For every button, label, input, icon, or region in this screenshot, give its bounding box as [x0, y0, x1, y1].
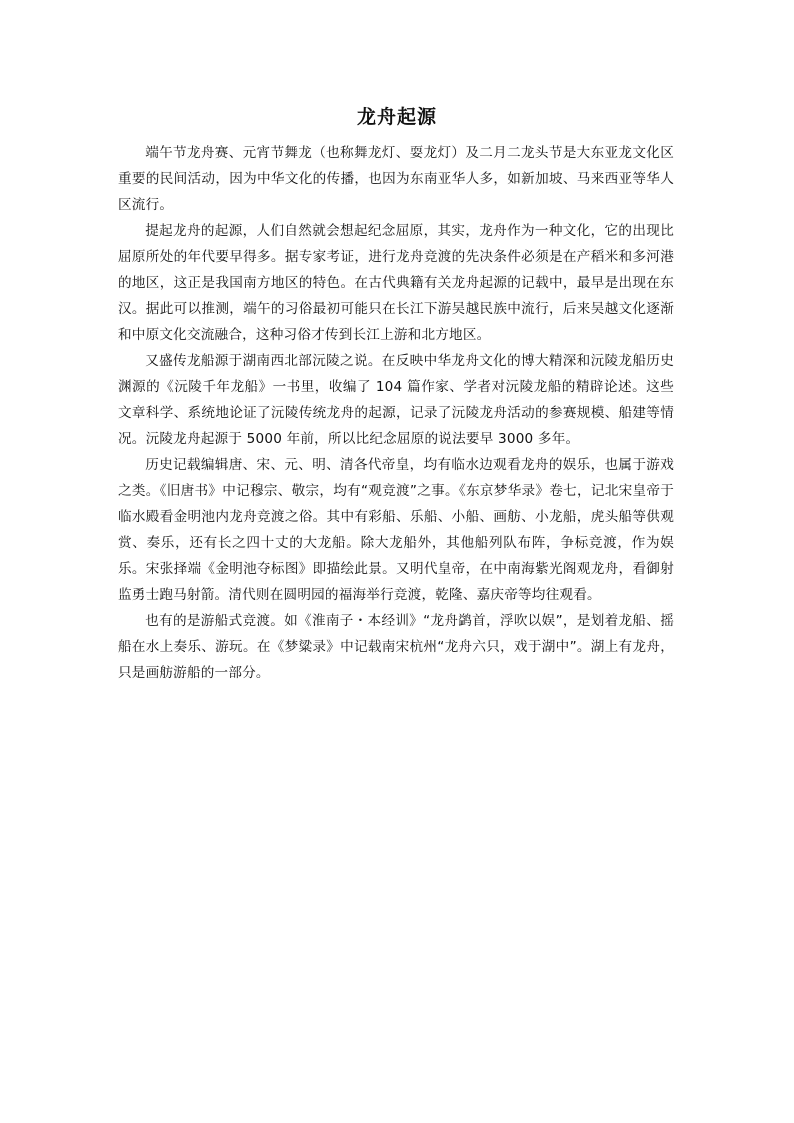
document-title: 龙舟起源	[356, 106, 437, 128]
paragraph-intro: 端午节龙舟赛、元宵节舞龙（也称舞龙灯、耍龙灯）及二月二龙头节是大东亚龙文化区重要的民间活动，因为中华文化的传播，也因为东南亚华人多，如新加坡、马来西亚等华人区流行。	[118, 145, 674, 213]
paragraph-origin: 提起龙舟的起源，人们自然就会想起纪念屈原，其实，龙舟作为一种文化，它的出现比屈原所处的年代要早得多。据专家考证，进行龙舟竞渡的先决条件必须是在产稻米和多河港的地区，这正是我国南方地区的特色。在古代典籍有关龙舟起源的记载中，最早是出现在东汉。据此可以推测，端午的习俗最初可能只在长江下游吴越民族中流行，后来吴越文化逐渐和中原文化交流融合，这种习俗才传到长江上游和北方地区。	[118, 223, 674, 343]
paragraph-history: 历史记载编辑唐、宋、元、明、清各代帝皇，均有临水边观看龙舟的娱乐，也属于游戏之类。《旧唐书》中记穆宗、敬宗，均有“观竞渡”之事。《东京梦华录》卷七，记北宋皇帝于临水殿看金明池内龙舟竞渡之俗。其中有彩船、乐船、小船、画舫、小龙船，虎头船等供观赏、奏乐，还有长之四十丈的大龙船。除大龙船外，其他船列队布阵，争标竞渡，作为娱乐。宋张择端《金明池夺标图》即描绘此景。又明代皇帝，在中南海紫光阁观龙舟，看御射监勇士跑马射箭。清代则在圆明园的福海举行竞渡，乾隆、嘉庆帝等均往观看。	[118, 457, 674, 603]
paragraph-yuanling: 又盛传龙船源于湖南西北部沅陵之说。在反映中华龙舟文化的博大精深和沅陵龙船历史渊源的《沅陵千年龙船》一书里，收编了 104 篇作家、学者对沅陵龙船的精辟论述。这些文章科学、系统地论证了沅陵传统龙舟的起源，记录了沅陵龙舟活动的参赛规模、船建等情况。沅陵龙舟起源于 5000 年前，所以比纪念屈原的说法要早 3000 多年。	[118, 353, 674, 447]
paragraph-pleasure-boats: 也有的是游船式竞渡。如《淮南子・本经训》“龙舟鹢首，浮吹以娱”，是划着龙船、摇船在水上奏乐、游玩。在《梦粱录》中记载南宋杭州“龙舟六只，戏于湖中”。湖上有龙舟，只是画舫游船的一部分。	[118, 613, 674, 681]
document-body	[118, 140, 674, 686]
